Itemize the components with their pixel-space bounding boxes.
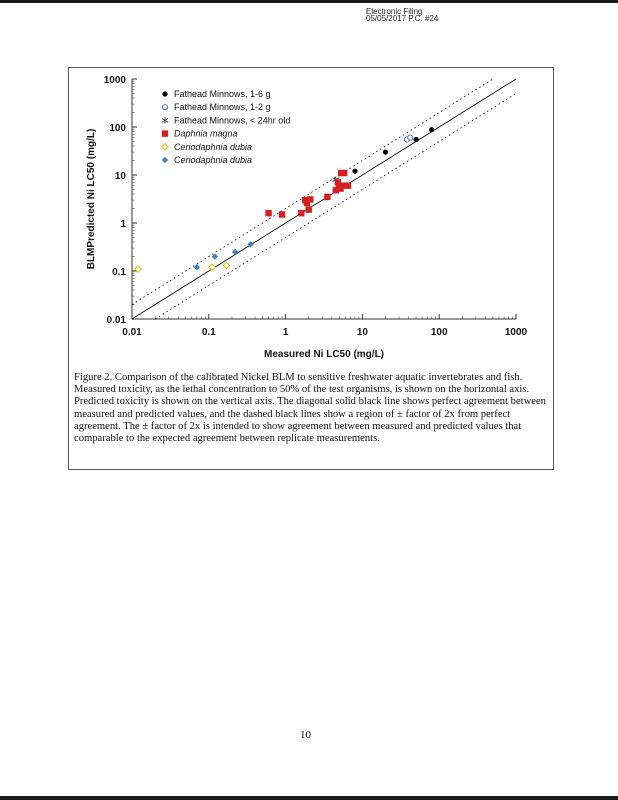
legend-marker	[162, 144, 168, 150]
data-point	[408, 135, 413, 140]
legend-label: Fathead Minnows, < 24hr old	[174, 115, 291, 126]
data-point	[324, 194, 330, 200]
legend-label: Daphnia magna	[174, 128, 238, 139]
figure-caption: Figure 2. Comparison of the calibrated Nickel BLM to sensitive freshwater aquatic invertebrates and fish. Measured toxicity, as the lethal concentration to 50% of the test organisms, is shown on the horizontal axis. Predicted toxicity is shown on the vertical axis. The diagonal solid black line shows perfect agreement between measured and predicted values, and the dashed black lines show a region of ± factor of 2x from perfect agreement. The ± factor of 2x is intended to show agreement between measured and predicted values that comparable to the expected agreement between replicate measurements.	[74, 372, 546, 445]
y-tick-label: 100	[109, 123, 126, 134]
legend-marker	[162, 130, 168, 136]
scatter-chart	[0, 0, 618, 372]
data-point	[209, 264, 215, 270]
x-tick-label: 0.01	[122, 327, 142, 338]
legend-label: Ceriodaphnia dubia	[174, 141, 253, 152]
x-tick-label: 10	[356, 327, 368, 338]
legend-label: Fathead Minnows, 1-6 g	[174, 89, 271, 99]
y-axis-label: BLMPredicted Ni LC50 (mg/L)	[86, 128, 97, 270]
y-tick-label: 1000	[103, 75, 126, 86]
data-point	[306, 206, 312, 212]
data-point	[265, 210, 271, 216]
legend-marker	[162, 157, 168, 163]
data-point	[232, 249, 238, 255]
data-point	[194, 264, 200, 270]
legend-marker	[162, 91, 167, 96]
legend-marker	[162, 105, 167, 110]
data-point	[279, 211, 285, 217]
y-tick-label: 0.1	[112, 267, 126, 278]
y-tick-label: 0.01	[106, 315, 126, 326]
y-tick-label: 10	[114, 171, 126, 182]
x-tick-label: 1	[282, 327, 289, 338]
stamp-line-2: 05/05/2017 P.C. #24	[366, 14, 439, 22]
data-point	[352, 169, 357, 174]
legend-label: Ceriodaphnia dubia	[174, 155, 253, 165]
data-point	[223, 262, 229, 268]
page-number: 10	[300, 729, 311, 741]
data-point	[341, 170, 347, 176]
factor-of-2-line	[132, 79, 493, 305]
data-point	[345, 182, 351, 188]
x-tick-label: 0.1	[201, 327, 216, 338]
legend-label: Fathead Minnows, 1-2 g	[174, 102, 271, 113]
x-axis-label: Measured Ni LC50 (mg/L)	[263, 349, 385, 360]
x-tick-label: 1000	[504, 327, 528, 338]
page-bottom-rule	[0, 796, 618, 800]
y-tick-label: 1	[120, 219, 126, 230]
data-point	[298, 210, 304, 216]
data-point	[413, 137, 418, 142]
legend-marker	[162, 117, 168, 123]
data-point	[307, 196, 313, 202]
data-point	[383, 149, 388, 154]
stamp-line-1: Electronic Filing	[366, 8, 423, 16]
x-tick-label: 100	[430, 327, 448, 338]
factor-of-2-line	[155, 93, 516, 319]
data-point	[429, 127, 434, 132]
